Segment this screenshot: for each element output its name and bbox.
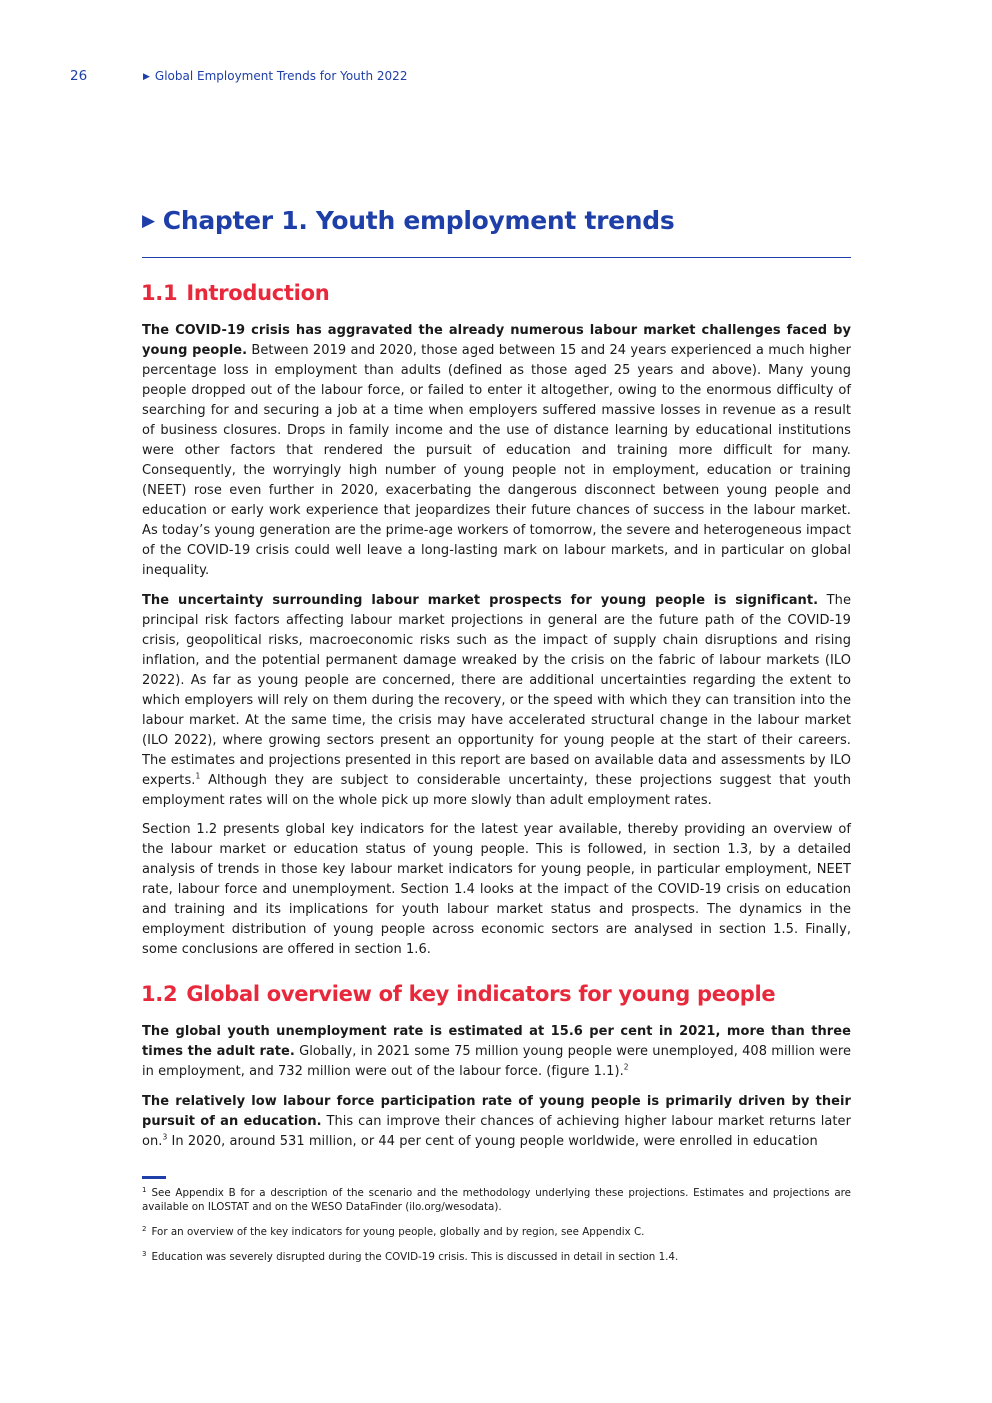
paragraph-body: Section 1.2 presents global key indicators for the latest year available, thereby providing an overview of the labour market or education status of young people. This is followed, in section 1.3, by a detailed analysis of trends in those key labour market indicators for young people, in particular employment, NEET rate, labour force and unemployment. Section 1.4 looks at the impact of the COVID-19 crisis on education and training and its implications for youth labour market status and prospects. The dynamics in the employment distribution of young people across economic sectors are analysed in section 1.5. Finally, some conclusions are offered in section 1.6.: [142, 822, 851, 957]
chapter-divider: [142, 257, 851, 258]
footnote-text: Education was severely disrupted during the COVID-19 crisis. This is discussed in detail in section 1.4.: [151, 1251, 679, 1263]
footnote-text: See Appendix B for a description of the scenario and the methodology underlying these projections. Estimates and projections are available on ILOSTAT and on the WESO DataFinder (ilo.org/wesodata).: [142, 1187, 851, 1213]
triangle-bullet-icon: ▶: [143, 72, 150, 82]
footnote-mark: 1: [142, 1185, 147, 1194]
running-header: [143, 69, 407, 83]
page-number: 26: [70, 68, 88, 84]
paragraph-lead: The global youth unemployment rate is estimated at 15.6 per cent in 2021, more than three times the adult rate.: [142, 1024, 851, 1059]
paragraph-intro-3: [142, 820, 851, 960]
running-title: Global Employment Trends for Youth 2022: [154, 69, 408, 83]
paragraph-lead: The COVID-19 crisis has aggravated the already numerous labour market challenges faced by young people.: [142, 323, 851, 358]
section-heading-1-2: [141, 982, 775, 1006]
paragraph-overview-1: [142, 1022, 851, 1082]
paragraph-body: Globally, in 2021 some 75 million young people were unemployed, 408 million were in employment, and 732 million were out of the labour force. (figure 1.1).: [142, 1044, 851, 1079]
footnote-ref: 3: [162, 1132, 168, 1142]
footnote-ref: 2: [623, 1062, 629, 1072]
section-number: 1.2: [141, 982, 178, 1006]
paragraph-lead: The uncertainty surrounding labour market prospects for young people is significant.: [142, 593, 819, 608]
section-number: 1.1: [141, 281, 178, 305]
section-title-text: Global overview of key indicators for young people: [186, 982, 776, 1006]
section-heading-1-1: [141, 281, 329, 305]
section-title-text: Introduction: [186, 281, 330, 305]
paragraph-body: This can improve their chances of achieving higher labour market returns later on.: [142, 1114, 851, 1149]
footnote-mark: 3: [142, 1249, 147, 1258]
footnote-text: For an overview of the key indicators for young people, globally and by region, see Appendix C.: [151, 1226, 645, 1238]
paragraph-body-cont: Although they are subject to considerable uncertainty, these projections suggest that youth employment rates will on the whole pick up more slowly than adult employment rates.: [142, 773, 851, 808]
paragraph-overview-2: [142, 1092, 851, 1152]
chapter-title: [142, 206, 851, 235]
chapter-title-text: Chapter 1. Youth employment trends: [162, 206, 675, 235]
footnote-mark: 2: [142, 1224, 147, 1233]
triangle-bullet-icon: ▶: [142, 211, 155, 231]
footnote-1: [142, 1186, 851, 1214]
paragraph-body-cont: In 2020, around 531 million, or 44 per cent of young people worldwide, were enrolled in education: [167, 1134, 818, 1149]
footnote-2: [142, 1225, 851, 1239]
footnote-ref: 1: [195, 771, 201, 781]
paragraph-intro-2: [142, 591, 851, 811]
paragraph-lead: The relatively low labour force participation rate of young people is primarily driven by their pursuit of an education.: [142, 1094, 851, 1129]
footnote-3: [142, 1250, 851, 1264]
paragraph-body: Between 2019 and 2020, those aged between 15 and 24 years experienced a much higher percentage loss in employment than adults (defined as those aged 25 years and above). Many young people dropped out of the labour force, or failed to enter it altogether, owing to the enormous difficulty of searching for and securing a job at a time when employers suffered massive losses in revenue as a result of business closures. Drops in family income and the use of distance learning by educational institutions were other factors that rendered the pursuit of education and training more difficult for many. Consequently, the worryingly high number of young people not in employment, education or training (NEET) rose even further in 2020, exacerbating the dangerous disconnect between young people and education or early work experience that jeopardizes their future chances of success in the labour market. As today’s young generation are the prime-age workers of tomorrow, the severe and heterogeneous impact of the COVID-19 crisis could well leave a long-lasting mark on labour markets, and in particular on global inequality.: [142, 343, 851, 578]
paragraph-body: The principal risk factors affecting labour market projections in general are the future path of the COVID-19 crisis, geopolitical risks, macroeconomic risks such as the impact of supply chain disruptions and rising inflation, and the potential permanent damage wreaked by the crisis on the fabric of labour markets (ILO 2022). As far as young people are concerned, there are additional uncertainties regarding the extent to which employers will rely on them during the recovery, or the speed with which they can transition into the labour market. At the same time, the crisis may have accelerated structural change in the labour market (ILO 2022), where growing sectors present an opportunity for young people at the start of their careers. The estimates and projections presented in this report are based on available data and assessments by ILO experts.: [142, 593, 851, 788]
footnote-divider: [142, 1176, 166, 1179]
paragraph-intro-1: [142, 321, 851, 581]
